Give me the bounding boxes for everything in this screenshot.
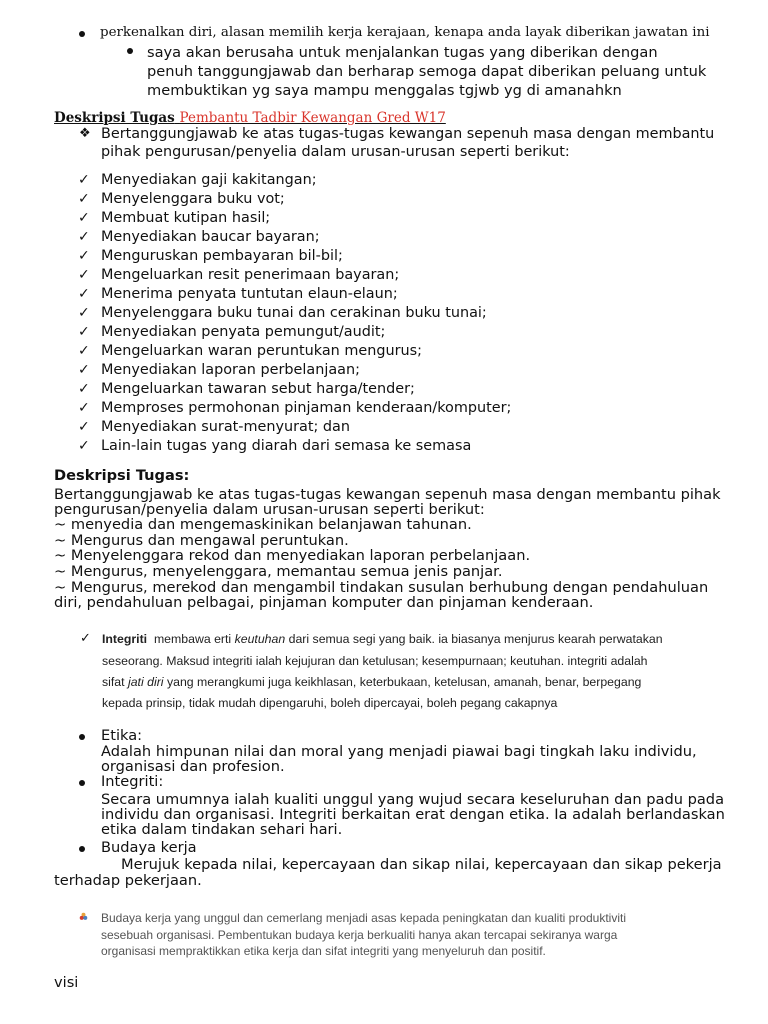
- section1-heading: [54, 110, 446, 126]
- bullet-dot: [79, 734, 85, 740]
- section2-heading: Deskripsi Tugas:: [54, 467, 190, 484]
- checkmark-icon: ✓: [78, 305, 90, 321]
- section2-line: pengurusan/penyelia dalam urusan-urusan seperti berikut:: [54, 501, 485, 518]
- intro-bullet-1: perkenalkan diri, alasan memilih kerja kerajaan, kenapa anda layak diberikan jawatan ini: [100, 25, 710, 40]
- integriti-emphasis: keutuhan: [234, 632, 286, 646]
- task-item: Lain-lain tugas yang diarah dari semasa ke semasa: [101, 438, 472, 454]
- checkmark-icon: ✓: [78, 343, 90, 359]
- bullet-dot: [79, 31, 85, 37]
- task-item: Mengeluarkan waran peruntukan mengurus;: [101, 343, 422, 359]
- integriti-line: [102, 632, 663, 646]
- checkmark-icon: ✓: [78, 438, 90, 454]
- checkmark-icon: ✓: [78, 210, 90, 226]
- visi-heading: visi: [54, 974, 79, 991]
- checkmark-icon: ✓: [78, 286, 90, 302]
- etika-line: organisasi dan profesion.: [101, 758, 285, 775]
- section2-line: ~ Mengurus, merekod dan mengambil tindakan susulan berhubung dengan pendahuluan: [54, 579, 709, 596]
- task-item: Mengeluarkan tawaran sebut harga/tender;: [101, 381, 415, 397]
- integriti-line: kepada prinsip, tidak mudah dipengaruhi, boleh dipercayai, boleh pegang cakapnya: [102, 696, 558, 710]
- task-item: Menyelenggara buku vot;: [101, 191, 285, 207]
- section2-line: ~ menyedia dan mengemaskinikan belanjawan tahunan.: [54, 516, 472, 533]
- diamond-bullet-icon: ❖: [79, 126, 91, 141]
- integriti-line: [102, 675, 641, 689]
- integriti-value-line: etika dalam tindakan sehari hari.: [101, 821, 343, 838]
- integriti-text: dari semua segi yang baik. ia biasanya menjurus kearah perwatakan: [288, 632, 663, 646]
- task-item: Menerima penyata tuntutan elaun-elaun;: [101, 286, 398, 302]
- checkmark-icon: ✓: [78, 248, 90, 264]
- bullet-dot: [79, 846, 85, 852]
- section2-line: ~ Mengurus, menyelenggara, memantau semua jenis panjar.: [54, 563, 503, 580]
- section2-line: ~ Mengurus dan mengawal peruntukan.: [54, 532, 349, 549]
- integriti-line: seseorang. Maksud integriti ialah kejujuran dan ketulusan; kesempurnaan; keutuhan. integriti adalah: [102, 654, 648, 668]
- task-item: Mengeluarkan resit penerimaan bayaran;: [101, 267, 400, 283]
- task-item: Menyelenggara buku tunai dan cerakinan buku tunai;: [101, 305, 487, 321]
- checkmark-icon: ✓: [78, 172, 90, 188]
- section2-line: Bertanggungjawab ke atas tugas-tugas kewangan sepenuh masa dengan membantu pihak: [54, 486, 721, 503]
- bullet-dot: [127, 48, 133, 54]
- task-item: Menyediakan laporan perbelanjaan;: [101, 362, 360, 378]
- checkmark-icon: ✓: [78, 191, 90, 207]
- integriti-text: yang merangkumi juga keikhlasan, keterbukaan, ketelusan, amanah, benar, berpegang: [166, 675, 642, 689]
- budaya-note-line: sesebuah organisasi. Pembentukan budaya kerja berkualiti hanya akan tercapai sekiranya warga: [101, 928, 618, 942]
- integriti-text: membawa erti: [153, 632, 232, 646]
- task-item: Menguruskan pembayaran bil-bil;: [101, 248, 343, 264]
- heading-title: Pembantu Tadbir Kewangan Gred W17: [179, 110, 446, 126]
- integriti-emphasis: jati diri: [127, 675, 164, 689]
- budaya-title: Budaya kerja: [101, 839, 197, 856]
- task-item: Menyediakan penyata pemungut/audit;: [101, 324, 386, 340]
- budaya-note-line: organisasi mempraktikkan etika kerja dan sifat integriti yang menyeluruh dan positif.: [101, 944, 546, 958]
- task-item: Membuat kutipan hasil;: [101, 210, 271, 226]
- integriti-term: Integriti: [102, 632, 148, 646]
- checkmark-icon: ✓: [78, 229, 90, 245]
- budaya-line: Merujuk kepada nilai, kepercayaan dan sikap nilai, kepercayaan dan sikap pekerja: [121, 856, 722, 873]
- summary-line: Bertanggungjawab ke atas tugas-tugas kewangan sepenuh masa dengan membantu: [101, 126, 715, 142]
- checkmark-icon: ✓: [78, 267, 90, 283]
- section2-line: diri, pendahuluan pelbagai, pinjaman komputer dan pinjaman kenderaan.: [54, 594, 594, 611]
- task-item: Menyediakan baucar bayaran;: [101, 229, 320, 245]
- section1-summary: [101, 125, 721, 161]
- checkmark-icon: ✓: [78, 381, 90, 397]
- integriti-value-line: Secara umumnya ialah kualiti unggul yang wujud secara keseluruhan dan padu pada: [101, 791, 725, 808]
- bullet-dot: [79, 780, 85, 786]
- budaya-note-line: Budaya kerja yang unggul dan cemerlang menjadi asas kepada peningkatan dan kualiti produktiviti: [101, 911, 627, 925]
- section2-line: ~ Menyelenggara rekod dan menyediakan laporan perbelanjaan.: [54, 547, 531, 564]
- integriti-value-line: individu dan organisasi. Integriti berkaitan erat dengan etika. Ia adalah berlandaskan: [101, 806, 725, 823]
- checkmark-icon: ✓: [78, 400, 90, 416]
- checkmark-icon: ✓: [78, 362, 90, 378]
- intro-bullet-2: saya akan berusaha untuk menjalankan tugas yang diberikan dengan penuh tanggungjawab dan berharap semoga dapat diberikan peluang untuk membuktikan yg saya mampu menggalas tgjwb yg di amanahkn: [147, 44, 707, 99]
- integriti-title: Integriti:: [101, 773, 164, 790]
- summary-line: pihak pengurusan/penyelia dalam urusan-urusan seperti berikut:: [101, 144, 570, 160]
- etika-line: Adalah himpunan nilai dan moral yang menjadi piawai bagi tingkah laku individu,: [101, 743, 697, 760]
- heading-prefix: Deskripsi Tugas: [54, 110, 175, 126]
- flower-bullet-icon: [79, 912, 88, 921]
- checkmark-icon: ✓: [80, 631, 91, 646]
- integriti-text: sifat: [102, 675, 125, 689]
- task-item: Menyediakan gaji kakitangan;: [101, 172, 317, 188]
- task-item: Memproses permohonan pinjaman kenderaan/komputer;: [101, 400, 512, 416]
- checkmark-icon: ✓: [78, 324, 90, 340]
- checkmark-icon: ✓: [78, 419, 90, 435]
- task-item: Menyediakan surat-menyurat; dan: [101, 419, 350, 435]
- etika-title: Etika:: [101, 727, 143, 744]
- budaya-line: terhadap pekerjaan.: [54, 872, 202, 889]
